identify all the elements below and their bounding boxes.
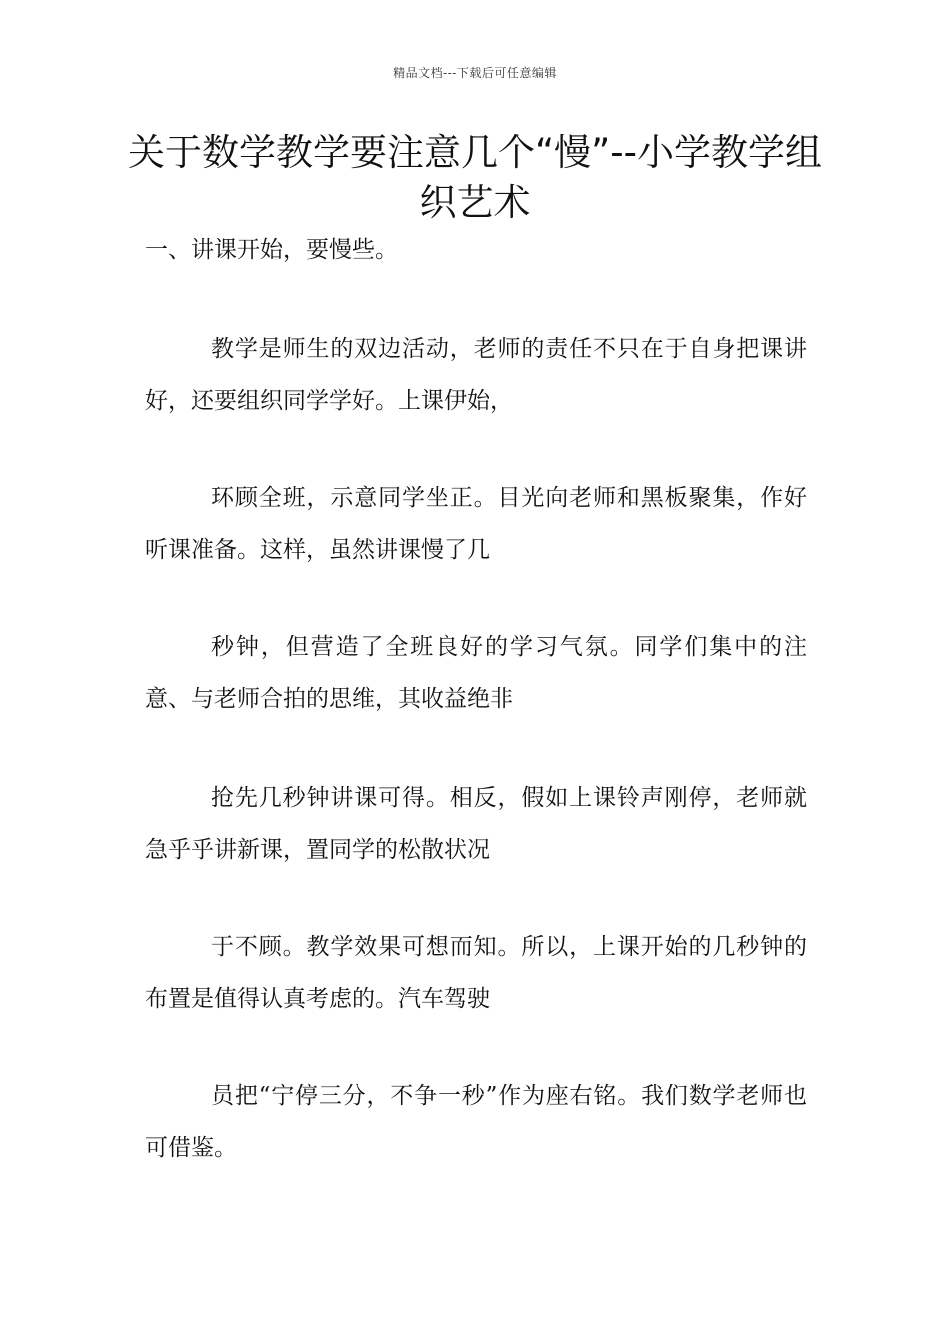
- paragraph: 于不顾。教学效果可想而知。所以，上课开始的几秒钟的布置是值得认真考虑的。汽车驾驶: [145, 934, 807, 1012]
- paragraph: 抢先几秒钟讲课可得。相反，假如上课铃声刚停，老师就急乎乎讲新课，置同学的松散状况: [145, 785, 807, 863]
- section-heading: 一、讲课开始，要慢些。: [145, 237, 398, 263]
- paragraph: 秒钟，但营造了全班良好的学习气氛。同学们集中的注意、与老师合拍的思维，其收益绝非: [145, 634, 807, 712]
- paragraph: 员把“宁停三分，不争一秒”作为座右铭。我们数学老师也可借鉴。: [145, 1083, 807, 1161]
- header-note: 精品文档---下载后可任意编辑: [393, 66, 557, 80]
- paragraph: 环顾全班，示意同学坐正。目光向老师和黑板聚集，作好听课准备。这样，虽然讲课慢了几: [145, 485, 807, 563]
- document-title: 关于数学教学要注意几个“慢”--小学教学组织艺术: [127, 131, 823, 224]
- paragraph: 教学是师生的双边活动，老师的责任不只在于自身把课讲好，还要组织同学学好。上课伊始，: [145, 336, 807, 414]
